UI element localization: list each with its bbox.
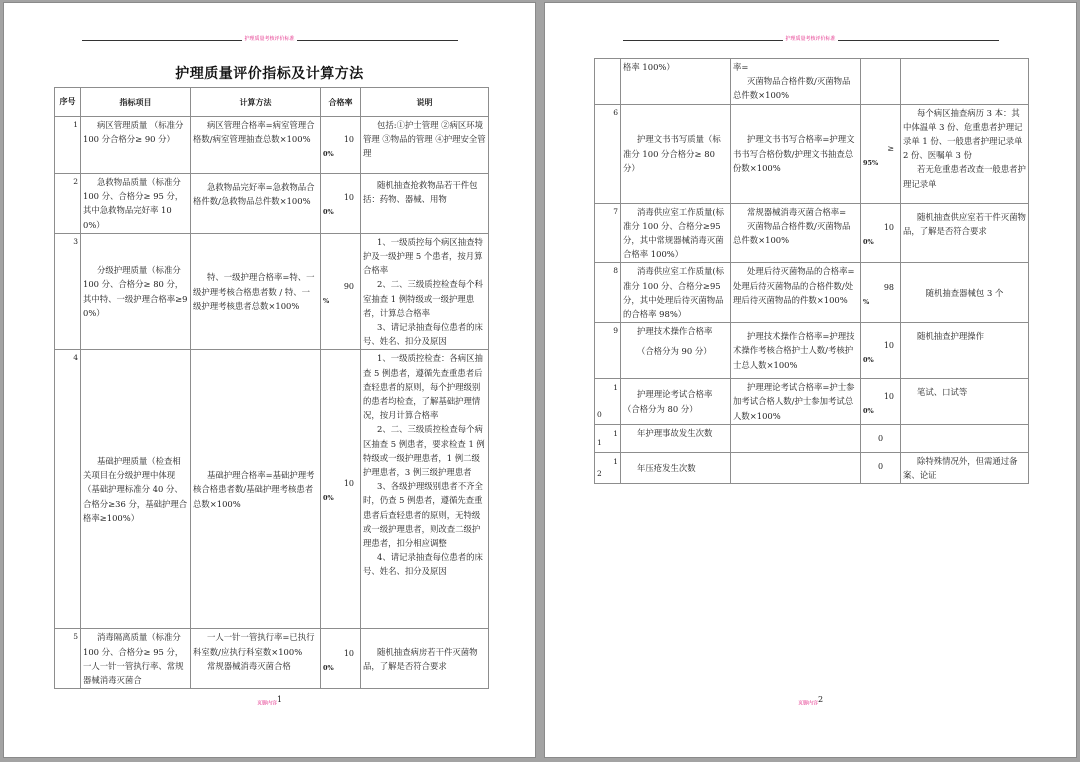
rate-value: 10 [883,223,894,233]
method-line: 率= [733,62,749,72]
method-line: 灭菌物品合格件数/灭菌物品总件数×100% [733,220,851,246]
row-rate [321,233,361,350]
method-text: 护理技术操作合格率=护理技术操作考核合格护士人数/考核护士总人数×100% [733,331,855,370]
method-text: 急救物品完好率=急救物品合格件数/急救物品总件数×100% [193,182,315,207]
table-row [55,629,489,689]
item-text: 年压疮发生次数 [637,462,696,473]
row-rate [861,59,901,105]
note-line: 3、请记录抽查每位患者的床号、姓名、扣分及原因 [363,322,483,347]
table-row [55,350,489,629]
row-item [81,233,191,350]
row-item [621,323,731,379]
seq-digit: 2 [597,469,602,479]
rate-value: 0 [877,433,884,443]
row-note [361,117,489,174]
rate-unit: 0% [323,208,334,217]
row-note [361,233,489,350]
page-header [545,35,1076,43]
page-number: 2 [817,695,824,704]
row-item [621,263,731,323]
row-item [621,104,731,203]
row-method [191,117,321,174]
row-method [191,629,321,689]
note-text: 笔试、口试等 [917,387,968,398]
rate-value: ≥ [887,143,894,153]
rate-unit: % [863,297,870,306]
row-method [731,104,861,203]
row-item [621,59,731,105]
row-seq: 1 [55,117,81,174]
rate-value: 10 [343,193,354,203]
method-text: 处理后待灭菌物品的合格率=处理后待灭菌物品的合格件数/处理后待灭菌物品的件数×100% [733,266,855,305]
header-text: 护理质量考核评价标准 [244,36,295,42]
seq-digit: 1 [597,437,602,447]
table-row [595,104,1029,203]
seq-digit: 0 [597,409,602,419]
row-rate [321,174,361,234]
row-item [81,117,191,174]
note-line: 1、一级质控检查：各病区抽查 5 例患者，遵循先查重患者后查轻患者的原则，每个护理级别的患者均检查，了解基础护理情况，按月计算合格率 [363,353,483,421]
row-rate [861,452,901,483]
table-row [595,59,1029,105]
row-note [901,379,1029,425]
method-text: 护理理论考试合格率=护士参加考试合格人数/护士参加考试总人数×100% [733,382,855,421]
rate-unit: 0% [863,238,874,247]
row-rate [861,379,901,425]
row-seq: 9 [595,323,621,379]
row-note [901,424,1029,452]
row-rate [861,424,901,452]
page-number: 1 [276,695,283,704]
row-seq: 7 [595,203,621,263]
page-footer [545,695,1076,707]
table-row [595,452,1029,483]
indicator-table [54,87,489,689]
item-line: （合格分为 90 分） [637,346,712,357]
row-seq: 5 [55,629,81,689]
col-header-rate: 合格率 [321,88,361,117]
method-line: 灭菌物品合格件数/灭菌物品总件数×100% [733,76,851,101]
rate-value: 10 [343,479,354,489]
rate-unit: 0% [323,150,334,158]
row-note [361,629,489,689]
row-note [901,104,1029,203]
rate-value: 90 [343,281,354,291]
row-method [731,379,861,425]
row-item [621,379,731,425]
table-row [595,424,1029,452]
method-line: 常规器械消毒灭菌合格 [207,660,291,671]
note-text: 随机抽查护理操作 [917,331,984,342]
table-row [595,379,1029,425]
note-text: 随机抽查器械包 3 个 [925,287,1004,298]
note-line: 3、各级护理级别患者不齐全时，仍查 5 例患者，遵循先查重患者后查轻患者的原则，无特级或一级护理患者，则改查二级护理患者，扣分相应调整 [363,481,483,549]
rate-unit: % [323,296,330,305]
row-rate [861,104,901,203]
note-line: 每个病区抽查病历 3 本：其中体温单 3 份、危重患者护理记录单 1 份、一般患者护理记录单 2 份、医嘱单 3 份 [903,107,1023,161]
seq-digit: 1 [613,456,618,466]
row-seq [595,452,621,483]
col-header-method: 计算方法 [191,88,321,117]
row-rate [861,323,901,379]
note-text: 随机抽查抢救物品若干件包括：药物、器械、用物 [363,180,478,205]
indicator-table-continued [594,58,1029,484]
item-text: 消毒供应室工作质量(标准分 100 分、合格分≥95 分，其中常规器械消毒灭菌合格率 100%） [623,206,725,260]
document-title: 护理质量评价指标及计算方法 [175,66,364,82]
table-row [595,323,1029,379]
rate-unit: 0% [863,406,874,415]
item-text: 年护理事故发生次数 [637,427,713,438]
row-note [361,174,489,234]
row-method [731,59,861,105]
method-text: 特、一级护理合格率=特、一级护理考核合格患者数 / 特、一级护理考核患者总数×100% [193,272,315,311]
rate-unit: 0% [323,663,334,672]
table-header-row [55,88,489,117]
row-seq: 2 [55,174,81,234]
row-note [901,263,1029,323]
row-seq: 6 [595,104,621,203]
row-seq: 4 [55,350,81,629]
row-rate [861,203,901,263]
row-method [731,424,861,452]
note-text: 随机抽查病房若干件灭菌物品，了解是否符合要求 [363,646,478,671]
document-page-1 [4,3,535,757]
rate-value: 10 [883,340,894,350]
row-item [621,424,731,452]
document-page-2 [545,3,1076,757]
row-seq [595,379,621,425]
row-item [81,629,191,689]
rate-value: 0 [877,461,884,471]
row-item [81,350,191,629]
seq-digit: 1 [613,428,618,438]
method-text: 基础护理合格率=基础护理考核合格患者数/基础护理考核患者总数×100% [193,470,315,509]
note-line: 4、请记录抽查每位患者的床号、姓名、扣分及原因 [363,552,483,577]
rate-unit: 0% [323,494,334,503]
note-text: 包括:①护士管理 ②病区环境管理 ③物品的管理 ④护理安全管理 [363,120,486,159]
row-method [191,174,321,234]
rate-unit: 0% [863,355,874,364]
row-method [731,452,861,483]
rate-value: 10 [883,391,894,401]
row-note [361,350,489,629]
row-item [81,174,191,234]
seq-digit: 1 [613,383,618,393]
col-header-note: 说明 [361,88,489,117]
item-text: 消毒供应室工作质量(标准分 100 分、合格分≥95 分，其中处理后待灭菌物品的合格率 98%） [623,266,725,320]
row-method [191,233,321,350]
item-text: 护理文书书写质量（标准分 100 分合格分≥ 80 分） [623,134,721,173]
row-note [901,59,1029,105]
table-row [595,263,1029,323]
row-rate [861,263,901,323]
item-text: 格率 100%） [623,62,675,72]
rate-value: 10 [343,135,354,144]
item-text: 病区管理质量 （标准分 100 分合格分≥ 90 分） [83,120,184,145]
table-row [55,174,489,234]
note-line: 2、二、三级质控检查每个病区抽查 5 例患者，要求检查 1 例特级或一级护理患者，1 例二级护理患者，3 例三级护理患者 [363,424,485,478]
col-header-seq: 序号 [55,88,81,117]
method-text: 护理文书书写合格率=护理文书书写合格份数/护理文书抽查总份数×100% [733,134,855,173]
col-header-item: 指标项目 [81,88,191,117]
row-note [901,203,1029,263]
method-text: 病区管理合格率=病室管理合格数/病室管理抽查总数×100% [193,120,315,145]
item-text: 消毒隔离质量（标准分 100 分、合格分≥ 95 分，一人一针一管执行率、常规器械消毒灭菌合 [83,632,184,686]
method-line: 常规器械消毒灭菌合格率= [747,206,847,217]
method-line: 一人一针一管执行率=已执行科室数/应执行科室数×100% [193,632,315,657]
row-rate [321,350,361,629]
note-line: 若无危重患者改查一般患者护理记录单 [903,164,1026,189]
table-row [55,233,489,350]
page-footer [4,695,535,707]
row-seq [595,424,621,452]
page-header [4,35,535,43]
rate-value: 98 [883,282,894,292]
table-row [595,203,1029,263]
rate-unit: 95% [863,158,879,167]
rate-value: 10 [343,648,354,658]
row-method [731,323,861,379]
note-text: 除特殊情况外，但需通过备案、论证 [903,455,1018,481]
row-item [621,452,731,483]
item-line: 护理技术操作合格率 [637,326,713,337]
row-method [731,203,861,263]
row-seq [595,59,621,105]
item-text: 基础护理质量（检查相关项目在分级护理中体现 （基础护理标准分 40 分、合格分≥36 分，基础护理合格率≥100%） [83,455,188,523]
footer-label: 页脚内容 [797,700,818,707]
item-text: 急救物品质量（标准分 100 分、合格分≥ 95 分，其中急救物品完好率 100%） [83,177,184,230]
row-seq: 8 [595,263,621,323]
row-seq: 3 [55,233,81,350]
header-text: 护理质量考核评价标准 [785,36,836,42]
item-text: 护理理论考试合格率（合格分为 80 分） [623,389,713,414]
row-item [621,203,731,263]
row-rate [321,629,361,689]
item-text: 分级护理质量（标准分 100 分、合格分≥ 80 分，其中特、一级护理合格率≥90%） [83,265,188,318]
note-line: 2、二、三级质控检查每个科室抽查 1 例特级或一级护理患者，计算总合格率 [363,279,483,318]
row-method [191,350,321,629]
row-rate [321,117,361,174]
row-method [731,263,861,323]
row-note [901,323,1029,379]
row-note [901,452,1029,483]
footer-label: 页脚内容 [256,700,277,707]
note-text: 随机抽查供应室若干件灭菌物品，了解是否符合要求 [903,211,1026,236]
table-row [55,117,489,174]
note-line: 1、一级质控每个病区抽查特护及一级护理 5 个患者，按月算合格率 [363,236,483,276]
